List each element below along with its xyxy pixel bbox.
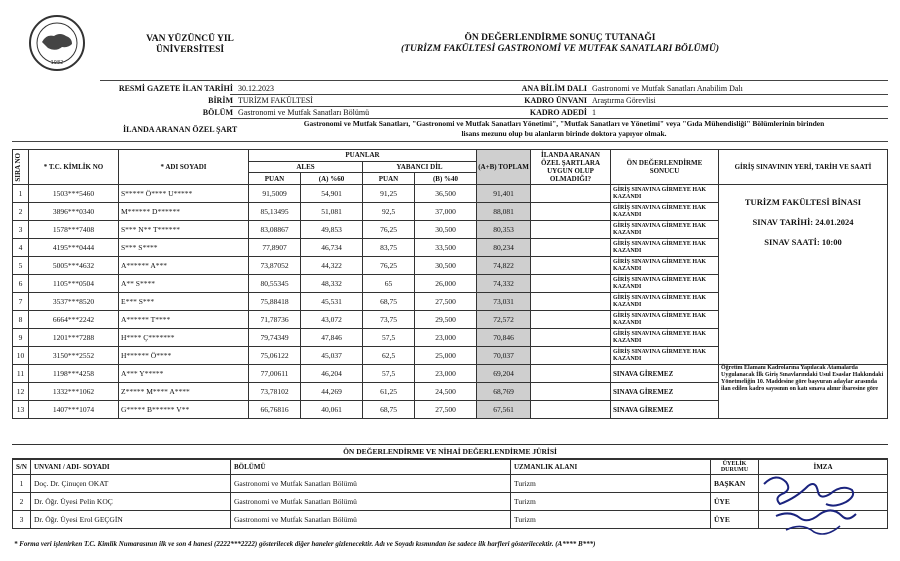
row-yd-puan: 76,25 (363, 221, 415, 239)
row-yd-pct: 24,500 (415, 383, 477, 401)
row-name: Z***** M**** A**** (119, 383, 249, 401)
row-no: 5 (13, 257, 29, 275)
regulation-note: Öğretim Elamanı Kadrolarına Yapılacak Atamalarda Uygulanacak İlk Giriş Sınavlarındaki Usul Esaslar Hakkındaki Yönetmeliğin 10. Maddesine göre başvuran adaylar arasında ilan edilen kadro sayısının on katı sınava alınır ibaresine göre (719, 365, 888, 419)
kadro-adedi-label: KADRO ADEDİ (529, 108, 587, 117)
jury-sn: 3 (13, 511, 31, 529)
row-yd-pct: 30,500 (415, 257, 477, 275)
row-ales-pct: 51,081 (301, 203, 363, 221)
row-name: G***** B****** V** (119, 401, 249, 419)
row-sonuc: GİRİŞ SINAVINA GİRMEYE HAK KAZANDI (611, 221, 719, 239)
row-sonuc: GİRİŞ SINAVINA GİRMEYE HAK KAZANDI (611, 275, 719, 293)
row-toplam: 80,353 (477, 221, 531, 239)
row-ales-pct: 48,332 (301, 275, 363, 293)
row-ales-puan: 77,00611 (249, 365, 301, 383)
row-yd-pct: 36,500 (415, 185, 477, 203)
row-ales-puan: 85,13495 (249, 203, 301, 221)
row-no: 12 (13, 383, 29, 401)
row-tc: 1407***1074 (29, 401, 119, 419)
row-name: S*** S**** (119, 239, 249, 257)
row-yd-puan: 68,75 (363, 293, 415, 311)
header-tc: * T.C. KİMLİK NO (29, 150, 119, 185)
university-seal-logo (28, 14, 86, 72)
header-sira: SIRA NO (13, 150, 29, 185)
row-sonuc: SINAVA GİREMEZ (611, 365, 719, 383)
row-sonuc: GİRİŞ SINAVINA GİRMEYE HAK KAZANDI (611, 347, 719, 365)
row-name: E*** S*** (119, 293, 249, 311)
header-sonuc: ÖN DEĞERLENDİRME SONUCU (611, 150, 719, 185)
row-yd-pct: 27,500 (415, 293, 477, 311)
row-ales-puan: 91,5009 (249, 185, 301, 203)
row-yd-puan: 92,5 (363, 203, 415, 221)
jury-bolum: Gastronomi ve Mutfak Sanatları Bölümü (231, 493, 511, 511)
exam-date: SINAV TARİHİ: 24.01.2024 (752, 217, 854, 227)
row-toplam: 74,822 (477, 257, 531, 275)
row-sonuc: GİRİŞ SINAVINA GİRMEYE HAK KAZANDI (611, 185, 719, 203)
bolum-value: Gastronomi ve Mutfak Sanatları Bölümü (238, 108, 370, 117)
row-ales-pct: 45,531 (301, 293, 363, 311)
row-yd-pct: 33,500 (415, 239, 477, 257)
exam-info (719, 185, 888, 365)
row-sonuc: SINAVA GİREMEZ (611, 383, 719, 401)
candidates-table (12, 149, 888, 419)
row-yd-pct: 29,500 (415, 311, 477, 329)
row-toplam: 69,204 (477, 365, 531, 383)
gazete-value: 30.12.2023 (238, 84, 274, 93)
header-ad: * ADI SOYADI (119, 150, 249, 185)
row-yd-puan: 57,5 (363, 365, 415, 383)
kadro-unvani-value: Araştırma Görevlisi (592, 96, 656, 105)
header-ales-puan: PUAN (249, 173, 301, 185)
bolum-label: BÖLÜM (202, 108, 233, 117)
row-tc: 1332***1062 (29, 383, 119, 401)
jury-name: Doç. Dr. Çinuçen OKAT (31, 475, 231, 493)
row-ales-puan: 73,87052 (249, 257, 301, 275)
row-no: 9 (13, 329, 29, 347)
row-no: 11 (13, 365, 29, 383)
row-no: 1 (13, 185, 29, 203)
anabilim-value: Gastronomi ve Mutfak Sanatları Anabilim Dalı (592, 84, 743, 93)
header-ales-pct: (A) %60 (301, 173, 363, 185)
row-yd-puan: 68,75 (363, 401, 415, 419)
row-toplam: 68,769 (477, 383, 531, 401)
row-name: A*** Y***** (119, 365, 249, 383)
row-yd-pct: 25,000 (415, 347, 477, 365)
row-tc: 1198***4258 (29, 365, 119, 383)
row-tc: 1201***7288 (29, 329, 119, 347)
row-toplam: 88,081 (477, 203, 531, 221)
row-ales-puan: 75,88418 (249, 293, 301, 311)
row-yd-puan: 76,25 (363, 257, 415, 275)
jury-title: ÖN DEĞERLENDİRME VE NİHAİ DEĞERLENDİRME JÜRİSİ (12, 444, 888, 459)
row-yd-puan: 57,5 (363, 329, 415, 347)
row-yd-puan: 83,75 (363, 239, 415, 257)
birim-label: BİRİM (208, 96, 233, 105)
row-no: 10 (13, 347, 29, 365)
jury-uzmanlik: Turizm (511, 511, 711, 529)
row-toplam: 67,561 (477, 401, 531, 419)
row-no: 6 (13, 275, 29, 293)
row-yd-pct: 23,000 (415, 365, 477, 383)
row-tc: 1105***0504 (29, 275, 119, 293)
row-toplam: 73,031 (477, 293, 531, 311)
exam-place: TURİZM FAKÜLTESİ BİNASI (744, 197, 862, 207)
row-name: H**** Ç******* (119, 329, 249, 347)
row-ozel-sart (531, 365, 611, 383)
jury-uzmanlik: Turizm (511, 475, 711, 493)
header-yabanci: YABANCI DİL (363, 161, 477, 173)
row-ales-puan: 79,74349 (249, 329, 301, 347)
row-toplam: 70,846 (477, 329, 531, 347)
row-ales-puan: 80,55345 (249, 275, 301, 293)
row-no: 7 (13, 293, 29, 311)
row-ozel-sart (531, 401, 611, 419)
row-ozel-sart (531, 311, 611, 329)
row-ales-pct: 43,072 (301, 311, 363, 329)
row-name: H****** Ö**** (119, 347, 249, 365)
row-sonuc: GİRİŞ SINAVINA GİRMEYE HAK KAZANDI (611, 311, 719, 329)
row-tc: 3537***8520 (29, 293, 119, 311)
row-ozel-sart (531, 239, 611, 257)
header-toplam: (A+B) TOPLAM (477, 150, 531, 185)
jury-bolum: Gastronomi ve Mutfak Sanatları Bölümü (231, 511, 511, 529)
jury-durum: BAŞKAN (711, 475, 759, 493)
row-toplam: 80,234 (477, 239, 531, 257)
jury-sn: 2 (13, 493, 31, 511)
jury-header-durum: ÜYELİK DURUMU (711, 460, 759, 475)
row-sonuc: GİRİŞ SINAVINA GİRMEYE HAK KAZANDI (611, 203, 719, 221)
row-tc: 3150***2552 (29, 347, 119, 365)
row-toplam: 91,401 (477, 185, 531, 203)
row-name: A****** T**** (119, 311, 249, 329)
row-yd-puan: 91,25 (363, 185, 415, 203)
row-ozel-sart (531, 347, 611, 365)
jury-header-imza: İMZA (759, 460, 888, 475)
row-ozel-sart (531, 203, 611, 221)
row-name: S***** Ö**** U***** (119, 185, 249, 203)
header-yd-pct: (B) %40 (415, 173, 477, 185)
row-ozel-sart (531, 221, 611, 239)
jury-durum: ÜYE (711, 511, 759, 529)
row-toplam: 74,332 (477, 275, 531, 293)
birim-value: TURİZM FAKÜLTESİ (238, 96, 313, 105)
row-tc: 3896***0340 (29, 203, 119, 221)
jury-name: Dr. Öğr. Üyesi Pelin KOÇ (31, 493, 231, 511)
header-ales: ALES (249, 161, 363, 173)
row-sonuc: SINAVA GİREMEZ (611, 401, 719, 419)
row-name: A** S**** (119, 275, 249, 293)
row-sonuc: GİRİŞ SINAVINA GİRMEYE HAK KAZANDI (611, 257, 719, 275)
header-giris: GİRİŞ SINAVININ YERİ, TARİH VE SAATİ (719, 150, 888, 185)
row-no: 13 (13, 401, 29, 419)
row-tc: 6664***2242 (29, 311, 119, 329)
row-yd-puan: 61,25 (363, 383, 415, 401)
row-sonuc: GİRİŞ SINAVINA GİRMEYE HAK KAZANDI (611, 293, 719, 311)
signature-icon (756, 464, 866, 542)
row-ozel-sart (531, 383, 611, 401)
kadro-adedi-value: 1 (592, 108, 596, 117)
row-ales-pct: 44,322 (301, 257, 363, 275)
row-no: 8 (13, 311, 29, 329)
row-sonuc: GİRİŞ SINAVINA GİRMEYE HAK KAZANDI (611, 239, 719, 257)
row-ales-puan: 75,06122 (249, 347, 301, 365)
header-ozel: İLANDA ARANAN ÖZEL ŞARTLARA UYGUN OLUP OLMADIĞI? (531, 150, 611, 185)
row-name: A****** A*** (119, 257, 249, 275)
document-title: ÖN DEĞERLENDİRME SONUÇ TUTANAĞI (TURİZM FAKÜLTESİ GASTRONOMİ VE MUTFAK SANATLARI BÖLÜMÜ) (401, 33, 719, 54)
row-yd-puan: 73,75 (363, 311, 415, 329)
row-ales-pct: 45,037 (301, 347, 363, 365)
jury-header-sn: S/N (13, 460, 31, 475)
row-yd-pct: 27,500 (415, 401, 477, 419)
jury-header-uzmanlik: UZMANLIK ALANI (511, 460, 711, 475)
row-sonuc: GİRİŞ SINAVINA GİRMEYE HAK KAZANDI (611, 329, 719, 347)
row-ales-puan: 83,08867 (249, 221, 301, 239)
row-yd-pct: 30,500 (415, 221, 477, 239)
table-row (13, 185, 888, 203)
row-ales-pct: 44,269 (301, 383, 363, 401)
row-ozel-sart (531, 329, 611, 347)
row-ales-pct: 47,846 (301, 329, 363, 347)
footnote: * Forma veri işlenirken T.C. Kimlik Numarasının ilk ve son 4 hanesi (2222***2222) gösterilecek diğer haneler gizlenecektir. Adı ve Soyadı kısmından ise sadece ilk harfleri gösterilecektir. (A**** B***) (14, 540, 596, 548)
jury-bolum: Gastronomi ve Mutfak Sanatları Bölümü (231, 475, 511, 493)
row-ozel-sart (531, 185, 611, 203)
row-toplam: 72,572 (477, 311, 531, 329)
jury-header-bolum: BÖLÜMÜ (231, 460, 511, 475)
row-ales-pct: 49,853 (301, 221, 363, 239)
jury-sn: 1 (13, 475, 31, 493)
row-yd-puan: 62,5 (363, 347, 415, 365)
header-yd-puan: PUAN (363, 173, 415, 185)
row-no: 2 (13, 203, 29, 221)
ozel-sart-value: Gastronomi ve Mutfak Sanatları, "Gastronomi ve Mutfak Sanatları Yönetimi", "Mutfak Sanatları ve Yönetimi" veya "Gıda Mühendisliği" Bölümlerinin birinden lisans mezunu olup bu alanların birinde doktora yapıyor olmak. (303, 119, 825, 138)
row-ales-puan: 66,76816 (249, 401, 301, 419)
kadro-unvani-label: KADRO ÜNVANI (524, 96, 587, 105)
row-name: M****** D****** (119, 203, 249, 221)
logo-year: 1982 (50, 60, 64, 66)
row-tc: 1578***7408 (29, 221, 119, 239)
row-ales-puan: 73,78102 (249, 383, 301, 401)
university-name: VAN YÜZÜNCÜ YIL ÜNİVERSİTESİ (146, 34, 234, 55)
exam-time: SINAV SAATİ: 10:00 (764, 237, 842, 247)
table-row (13, 365, 888, 383)
jury-uzmanlik: Turizm (511, 493, 711, 511)
ozel-sart-label: İLANDA ARANAN ÖZEL ŞART (123, 125, 238, 134)
row-no: 4 (13, 239, 29, 257)
row-yd-pct: 26,000 (415, 275, 477, 293)
row-tc: 4195***0444 (29, 239, 119, 257)
jury-durum: ÜYE (711, 493, 759, 511)
gazete-label: RESMİ GAZETE İLAN TARİHİ (118, 84, 233, 93)
row-tc: 1503***5460 (29, 185, 119, 203)
jury-name: Dr. Öğr. Üyesi Erol GEÇGİN (31, 511, 231, 529)
anabilim-label: ANA BİLİM DALI (521, 84, 587, 93)
row-ales-pct: 40,061 (301, 401, 363, 419)
row-ales-puan: 77,8907 (249, 239, 301, 257)
row-yd-pct: 23,000 (415, 329, 477, 347)
jury-header-unvan: UNVANI / ADI- SOYADI (31, 460, 231, 475)
row-ozel-sart (531, 257, 611, 275)
row-ales-pct: 46,734 (301, 239, 363, 257)
header-puanlar: PUANLAR (249, 150, 477, 162)
row-yd-puan: 65 (363, 275, 415, 293)
row-ales-puan: 71,78736 (249, 311, 301, 329)
row-ales-pct: 46,204 (301, 365, 363, 383)
row-name: S*** N** T****** (119, 221, 249, 239)
row-no: 3 (13, 221, 29, 239)
row-tc: 5005***4632 (29, 257, 119, 275)
row-ozel-sart (531, 293, 611, 311)
row-yd-pct: 37,000 (415, 203, 477, 221)
row-toplam: 70,037 (477, 347, 531, 365)
row-ozel-sart (531, 275, 611, 293)
row-ales-pct: 54,901 (301, 185, 363, 203)
